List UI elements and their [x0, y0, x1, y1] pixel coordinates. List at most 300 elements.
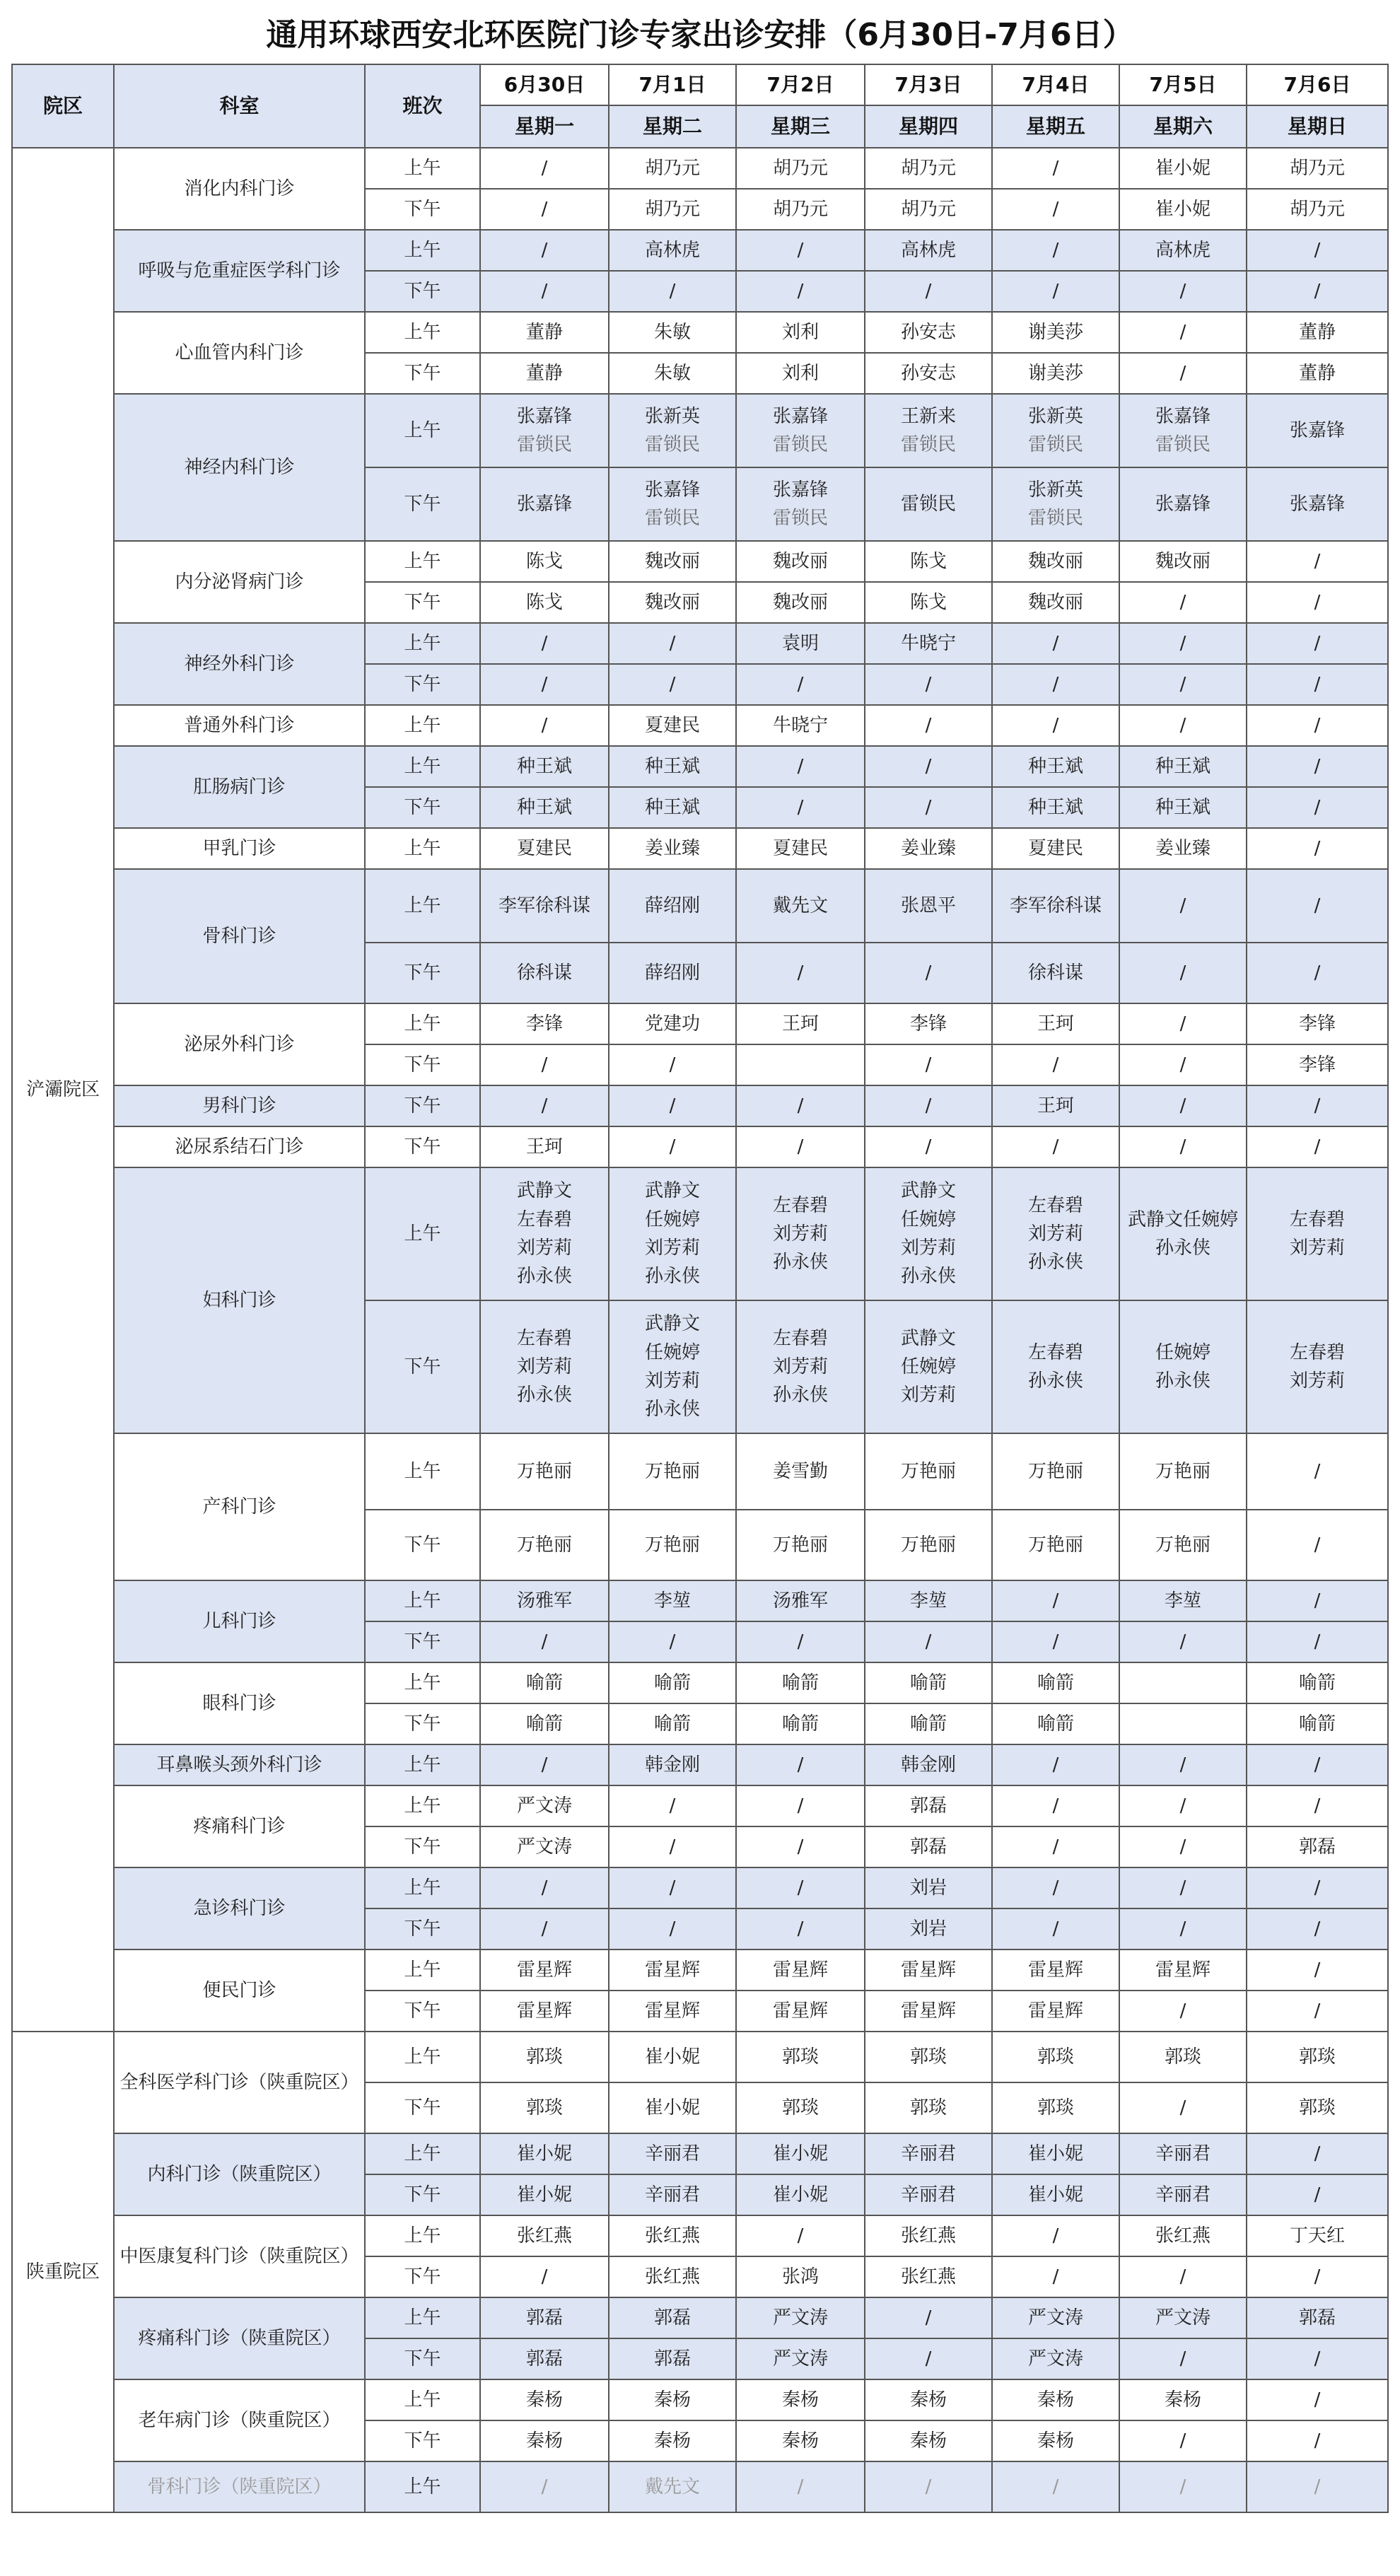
schedule-cell [991, 1126, 1120, 1168]
doctor-name: 郭琰 [1298, 2046, 1336, 2068]
shift-label: 下午 [404, 1713, 441, 1735]
doctor-name: / [1052, 198, 1059, 220]
schedule-cell [864, 1949, 993, 1991]
shift-cell [364, 311, 481, 354]
shift-label: 上午 [404, 1959, 441, 1981]
shift-cell [364, 2256, 481, 2298]
doctor-name: / [1179, 1054, 1186, 1076]
schedule-cell [608, 352, 737, 395]
doctor-name: 万艳丽 [516, 1534, 572, 1556]
schedule-cell [735, 2082, 865, 2134]
schedule-cell [608, 2031, 737, 2083]
doctor-name: 秦杨 [909, 2430, 947, 2452]
schedule-cell [608, 827, 737, 870]
schedule-cell [1246, 1621, 1389, 1663]
doctor-name: 姜业臻 [644, 837, 700, 859]
department-cell [113, 1167, 366, 1434]
schedule-cell [991, 1867, 1120, 1909]
schedule-cell [608, 229, 737, 272]
header-date-label: 7月5日 [1149, 73, 1217, 97]
schedule-cell [608, 2215, 737, 2257]
shift-label: 下午 [404, 2266, 441, 2287]
schedule-cell [735, 467, 865, 542]
doctor-name: / [797, 796, 804, 818]
department-name: 男科门诊 [202, 1095, 276, 1117]
doctor-name: 胡乃元 [772, 198, 828, 220]
doctor-name: 刘芳莉 [1289, 1370, 1345, 1392]
schedule-cell [1119, 2215, 1247, 2257]
schedule-cell [1119, 1785, 1247, 1827]
doctor-name: / [925, 1136, 932, 1158]
schedule-cell [1246, 393, 1389, 468]
schedule-cell [991, 1826, 1120, 1868]
schedule-cell [735, 1003, 865, 1045]
schedule-cell [1119, 942, 1247, 1004]
doctor-name: 刘芳莉 [900, 1237, 956, 1259]
schedule-cell [1119, 868, 1247, 943]
doctor-name: 喻箭 [653, 1672, 691, 1694]
doctor-name: 种王斌 [644, 796, 700, 818]
doctor-name: 李堃 [653, 1590, 691, 1612]
schedule-cell [864, 2338, 993, 2380]
schedule-cell [735, 2215, 865, 2257]
doctor-name: 雷星辉 [644, 2000, 700, 2022]
schedule-cell [1119, 1867, 1247, 1909]
schedule-cell [991, 2082, 1120, 2134]
doctor-name: 魏改丽 [1027, 591, 1083, 613]
schedule-cell [1119, 1908, 1247, 1950]
schedule-cell [479, 942, 609, 1004]
schedule-cell [1119, 1826, 1247, 1868]
schedule-cell [864, 1908, 993, 1950]
schedule-cell [479, 2082, 609, 2134]
doctor-name: 戴先文 [644, 2476, 700, 2498]
doctor-name: 魏改丽 [772, 550, 828, 572]
shift-label: 下午 [404, 2184, 441, 2205]
schedule-cell [1119, 1300, 1247, 1434]
doctor-name: / [1179, 2266, 1186, 2287]
schedule-cell [735, 147, 865, 190]
shift-label: 上午 [404, 2225, 441, 2246]
shift-label: 上午 [404, 2046, 441, 2068]
shift-label: 下午 [404, 1054, 441, 1076]
schedule-cell [864, 1744, 993, 1786]
doctor-name: 郭磊 [653, 2348, 691, 2370]
shift-cell [364, 1785, 481, 1827]
doctor-name: 严文涛 [772, 2307, 828, 2329]
doctor-name: 喻箭 [525, 1713, 563, 1735]
schedule-cell [608, 1433, 737, 1510]
schedule-cell [1119, 540, 1247, 583]
schedule-cell [479, 1744, 609, 1786]
doctor-name: 严文涛 [1027, 2307, 1083, 2329]
schedule-cell [991, 1990, 1120, 2032]
shift-label: 下午 [404, 1136, 441, 1158]
schedule-cell [735, 827, 865, 870]
doctor-name: / [1314, 1136, 1321, 1158]
schedule-cell [1119, 2082, 1247, 2134]
schedule-cell [608, 2461, 737, 2513]
doctor-name: 董静 [525, 321, 563, 343]
schedule-cell [608, 1662, 737, 1704]
shift-label: 下午 [404, 2430, 441, 2452]
doctor-name: 孙永侠 [1155, 1237, 1211, 1259]
header-weekday [735, 105, 865, 148]
doctor-name: / [925, 1631, 932, 1653]
doctor-name: 雷锁民 [1027, 434, 1083, 455]
doctor-name: 郭磊 [525, 2348, 563, 2370]
doctor-name: / [1179, 714, 1186, 736]
doctor-name: 雷锁民 [644, 508, 700, 529]
header-date-label: 7月4日 [1022, 73, 1090, 97]
department-name: 儿科门诊 [202, 1610, 276, 1632]
doctor-name: / [541, 673, 548, 695]
doctor-name: 刘芳莉 [516, 1237, 572, 1259]
schedule-cell [608, 786, 737, 829]
doctor-name: 郭琰 [1164, 2046, 1201, 2068]
schedule-cell [608, 663, 737, 706]
department-cell [113, 2133, 366, 2216]
shift-cell [364, 1580, 481, 1622]
doctor-name: / [925, 796, 932, 818]
schedule-cell [1119, 1580, 1247, 1622]
doctor-name: 张嘉锋 [1289, 419, 1345, 441]
schedule-cell [1119, 704, 1247, 747]
schedule-cell [1119, 1621, 1247, 1663]
schedule-cell [864, 393, 993, 468]
doctor-name: / [669, 1054, 676, 1076]
department-cell [113, 1580, 366, 1663]
doctor-name: / [1314, 1754, 1321, 1776]
schedule-cell [1246, 1867, 1389, 1909]
schedule-cell [479, 1433, 609, 1510]
doctor-name: 郭磊 [653, 2307, 691, 2329]
shift-cell [364, 704, 481, 747]
shift-label: 下午 [404, 1095, 441, 1117]
schedule-cell [608, 1908, 737, 1950]
doctor-name: / [797, 1631, 804, 1653]
header-department-label: 科室 [219, 94, 259, 118]
doctor-name: 孙永侠 [1027, 1370, 1083, 1392]
doctor-name: 姜业臻 [1155, 837, 1211, 859]
schedule-cell [864, 1662, 993, 1704]
doctor-name: 高林虎 [900, 239, 956, 261]
schedule-cell [1246, 229, 1389, 272]
schedule-cell [991, 2256, 1120, 2298]
doctor-name: 徐科谋 [1027, 962, 1083, 984]
doctor-name: 种王斌 [1027, 755, 1083, 777]
schedule-cell [479, 1085, 609, 1127]
doctor-name: 武静文 [900, 1327, 956, 1349]
schedule-cell [1119, 467, 1247, 542]
schedule-cell [991, 188, 1120, 231]
doctor-name: 雷锁民 [900, 493, 956, 515]
schedule-cell [864, 352, 993, 395]
schedule-cell [1119, 1662, 1247, 1704]
department-cell [113, 147, 366, 231]
doctor-name: 刘芳莉 [1289, 1237, 1345, 1259]
schedule-cell [1246, 1662, 1389, 1704]
doctor-name: 郭琰 [1298, 2097, 1336, 2119]
doctor-name: / [669, 673, 676, 695]
doctor-name: / [925, 2348, 932, 2370]
doctor-name: / [1314, 2184, 1321, 2205]
doctor-name: 郭琰 [781, 2046, 819, 2068]
doctor-name: 雷锁民 [516, 434, 572, 455]
department-name: 甲乳门诊 [202, 837, 276, 859]
doctor-name: 左春碧 [772, 1327, 828, 1349]
doctor-name: 任婉婷 [1155, 1341, 1211, 1363]
doctor-name: 雷星辉 [516, 1959, 572, 1981]
doctor-name: / [1314, 1959, 1321, 1981]
department-cell [113, 1949, 366, 2032]
doctor-name: / [1052, 1877, 1059, 1899]
doctor-name: 秦杨 [909, 2389, 947, 2411]
schedule-cell [735, 1990, 865, 2032]
doctor-name: / [1052, 714, 1059, 736]
schedule-cell [991, 1167, 1120, 1301]
doctor-name: / [797, 1795, 804, 1817]
doctor-name: / [541, 714, 548, 736]
doctor-name: 左春碧 [516, 1208, 572, 1230]
doctor-name: 左春碧 [1289, 1341, 1345, 1363]
department-cell [113, 1867, 366, 1950]
department-cell [113, 704, 366, 747]
schedule-cell [991, 1621, 1120, 1663]
shift-cell [364, 622, 481, 665]
schedule-cell [864, 868, 993, 943]
schedule-cell [1246, 2297, 1389, 2339]
doctor-name: / [925, 2476, 932, 2498]
schedule-cell [991, 2133, 1120, 2175]
shift-label: 上午 [404, 894, 441, 916]
shift-cell [364, 1003, 481, 1045]
schedule-cell [864, 1003, 993, 1045]
doctor-name: 秦杨 [1037, 2389, 1074, 2411]
doctor-name: 陈戈 [909, 591, 947, 613]
shift-cell [364, 540, 481, 583]
shift-cell [364, 2420, 481, 2462]
doctor-name: 万艳丽 [772, 1534, 828, 1556]
doctor-name: / [1314, 1918, 1321, 1940]
schedule-cell [864, 1433, 993, 1510]
shift-label: 上午 [404, 239, 441, 261]
shift-label: 下午 [404, 591, 441, 613]
doctor-name: 喻箭 [909, 1713, 947, 1735]
schedule-cell [1246, 1509, 1389, 1581]
schedule-cell [1246, 622, 1389, 665]
doctor-name: 朱敏 [653, 321, 691, 343]
schedule-cell [479, 2338, 609, 2380]
schedule-cell [1246, 704, 1389, 747]
schedule-cell [735, 1044, 865, 1086]
schedule-cell [735, 1703, 865, 1745]
doctor-name: 高林虎 [644, 239, 700, 261]
shift-cell [364, 1744, 481, 1786]
doctor-name: 胡乃元 [644, 157, 700, 179]
header-weekday [864, 105, 993, 148]
doctor-name: 胡乃元 [900, 157, 956, 179]
shift-label: 下午 [404, 1631, 441, 1653]
doctor-name: 秦杨 [653, 2389, 691, 2411]
schedule-cell [735, 2031, 865, 2083]
doctor-name: 牛晓宁 [900, 632, 956, 654]
department-cell [113, 1433, 366, 1581]
schedule-cell [608, 188, 737, 231]
schedule-cell [479, 2297, 609, 2339]
schedule-cell [479, 1044, 609, 1086]
doctor-name: 喻箭 [1298, 1672, 1336, 1694]
header-date-label: 6月30日 [503, 73, 585, 97]
doctor-name: 张红燕 [644, 2266, 700, 2287]
shift-cell [364, 786, 481, 829]
schedule-cell [1246, 147, 1389, 190]
doctor-name: 李堃 [909, 1590, 947, 1612]
doctor-name: / [1314, 2143, 1321, 2164]
doctor-name: 刘岩 [909, 1877, 947, 1899]
schedule-cell [864, 663, 993, 706]
department-name: 呼吸与危重症医学科门诊 [138, 260, 341, 281]
doctor-name: / [1314, 796, 1321, 818]
schedule-cell [1246, 2256, 1389, 2298]
schedule-cell [1119, 2133, 1247, 2175]
shift-cell [364, 147, 481, 190]
schedule-cell [991, 1433, 1120, 1510]
department-name: 骨科门诊 [202, 925, 276, 947]
doctor-name: / [1179, 1136, 1186, 1158]
schedule-cell [1246, 2174, 1389, 2216]
doctor-name: / [1179, 632, 1186, 654]
doctor-name: / [541, 2266, 548, 2287]
doctor-name: 张嘉锋 [644, 479, 700, 501]
shift-label: 下午 [404, 1836, 441, 1858]
doctor-name: 任婉婷 [900, 1208, 956, 1230]
doctor-name: / [1052, 2266, 1059, 2287]
campus-cell [11, 2031, 115, 2513]
schedule-cell [479, 1826, 609, 1868]
shift-cell [364, 270, 481, 313]
doctor-name: / [1314, 1795, 1321, 1817]
schedule-cell [1246, 2133, 1389, 2175]
doctor-name: 秦杨 [1164, 2389, 1201, 2411]
doctor-name: 崔小妮 [1155, 198, 1211, 220]
doctor-name: 陈戈 [909, 550, 947, 572]
schedule-cell [991, 2420, 1120, 2462]
schedule-cell [735, 2461, 865, 2513]
doctor-name: / [1179, 1877, 1186, 1899]
shift-cell [364, 2461, 481, 2513]
doctor-name: 胡乃元 [1289, 157, 1345, 179]
schedule-cell [864, 540, 993, 583]
doctor-name: 喻箭 [653, 1713, 691, 1735]
doctor-name: 郭琰 [525, 2046, 563, 2068]
shift-cell [364, 2082, 481, 2134]
schedule-cell [735, 270, 865, 313]
schedule-cell [479, 1949, 609, 1991]
schedule-cell [735, 1826, 865, 1868]
schedule-cell [864, 2174, 993, 2216]
doctor-name: / [797, 1095, 804, 1117]
schedule-cell [864, 467, 993, 542]
shift-label: 上午 [404, 837, 441, 859]
header-weekday [1246, 105, 1389, 148]
schedule-cell [1246, 1044, 1389, 1086]
doctor-name: 左春碧 [1289, 1208, 1345, 1230]
doctor-name: / [1179, 2348, 1186, 2370]
schedule-cell [864, 1509, 993, 1581]
doctor-name: 董静 [525, 362, 563, 384]
doctor-name: 孙永侠 [516, 1385, 572, 1406]
schedule-cell [479, 1003, 609, 1045]
schedule-cell [479, 581, 609, 624]
doctor-name: 崔小妮 [772, 2143, 828, 2164]
schedule-cell [864, 229, 993, 272]
schedule-cell [608, 1044, 737, 1086]
doctor-name: 雷锁民 [772, 508, 828, 529]
doctor-name: 雷星辉 [516, 2000, 572, 2022]
doctor-name: 雷星辉 [772, 1959, 828, 1981]
schedule-cell [479, 827, 609, 870]
doctor-name: 秦杨 [1037, 2430, 1074, 2452]
schedule-cell [991, 786, 1120, 829]
schedule-cell [1119, 229, 1247, 272]
schedule-cell [864, 1990, 993, 2032]
schedule-cell [608, 1300, 737, 1434]
shift-cell [364, 393, 481, 468]
doctor-name: 万艳丽 [516, 1460, 572, 1482]
schedule-cell [864, 1126, 993, 1168]
page-title: 通用环球西安北环医院门诊专家出诊安排（6月30日-7月6日） [266, 17, 1134, 53]
schedule-cell [608, 581, 737, 624]
doctor-name: 刘芳莉 [772, 1356, 828, 1377]
doctor-name: 万艳丽 [900, 1534, 956, 1556]
doctor-name: / [1179, 362, 1186, 384]
shift-cell [364, 1300, 481, 1434]
schedule-cell [1119, 2379, 1247, 2421]
schedule-cell [608, 311, 737, 354]
header-weekday [479, 105, 609, 148]
header-date-label: 7月6日 [1283, 73, 1351, 97]
doctor-name: 魏改丽 [1027, 550, 1083, 572]
doctor-name: / [669, 1095, 676, 1117]
shift-label: 下午 [404, 362, 441, 384]
doctor-name: / [1179, 2000, 1186, 2022]
department-name: 心血管内科门诊 [175, 342, 304, 363]
shift-label: 上午 [404, 1672, 441, 1694]
doctor-name: 辛丽君 [1155, 2184, 1211, 2205]
doctor-name: 徐科谋 [516, 962, 572, 984]
schedule-cell [991, 1662, 1120, 1704]
doctor-name: 胡乃元 [1289, 198, 1345, 220]
schedule-cell [864, 622, 993, 665]
doctor-name: / [925, 673, 932, 695]
schedule-cell [991, 270, 1120, 313]
doctor-name: / [1314, 673, 1321, 695]
doctor-name: / [1314, 2476, 1321, 2498]
shift-label: 上午 [404, 419, 441, 441]
shift-cell [364, 2133, 481, 2175]
schedule-cell [864, 942, 993, 1004]
doctor-name: / [1179, 894, 1186, 916]
schedule-cell [864, 311, 993, 354]
doctor-name: / [1179, 1836, 1186, 1858]
schedule-cell [608, 2379, 737, 2421]
doctor-name: 郭磊 [1298, 1836, 1336, 1858]
doctor-name: 张新英 [1027, 479, 1083, 501]
header-date-label: 7月3日 [894, 73, 962, 97]
doctor-name: 党建功 [644, 1013, 700, 1035]
doctor-name: 左春碧 [1027, 1194, 1083, 1216]
